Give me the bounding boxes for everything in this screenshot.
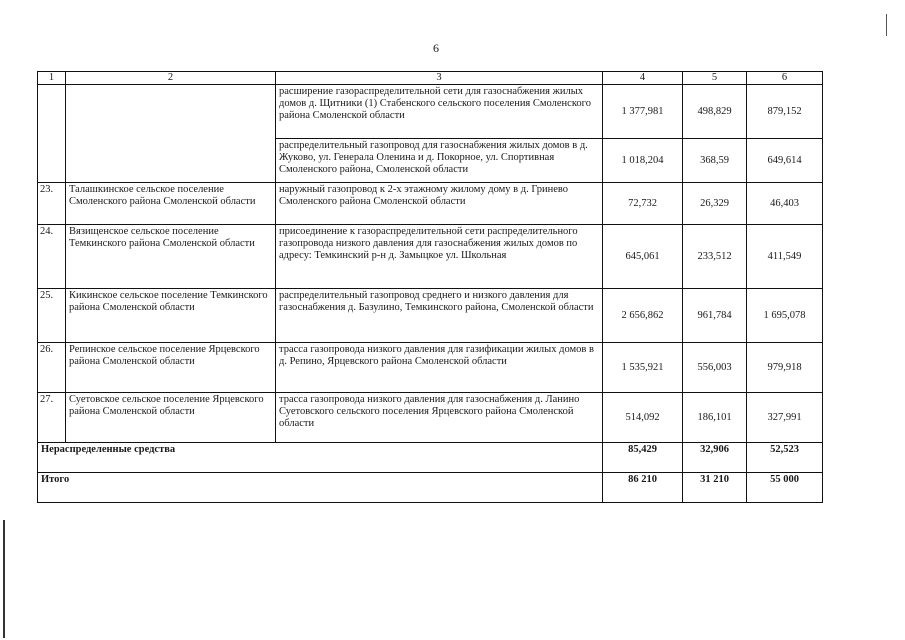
header-cell: 4	[603, 72, 683, 85]
settlement-cell: Репинское сельское поселение Ярцевского района Смоленской области	[66, 343, 276, 393]
total-row	[38, 473, 823, 503]
value-cell: 1 377,981	[603, 85, 683, 139]
row-number: 26.	[38, 343, 66, 393]
settlement-cell: Кикинское сельское поселение Темкинского района Смоленской области	[66, 289, 276, 343]
table-row	[38, 183, 823, 225]
value-cell: 649,614	[747, 139, 823, 183]
total-label: Итого	[38, 473, 603, 503]
header-row	[38, 72, 823, 85]
table-row	[38, 85, 823, 139]
unallocated-label: Нераспределенные средства	[38, 443, 603, 473]
row-number: 24.	[38, 225, 66, 289]
value-cell: 72,732	[603, 183, 683, 225]
row-number: 27.	[38, 393, 66, 443]
table-row	[38, 289, 823, 343]
value-cell: 1 018,204	[603, 139, 683, 183]
value-cell: 46,403	[747, 183, 823, 225]
settlement-cell: Суетовское сельское поселение Ярцевского района Смоленской области	[66, 393, 276, 443]
header-cell: 1	[38, 72, 66, 85]
value-cell: 514,092	[603, 393, 683, 443]
settlement-cell: Талашкинское сельское поселение Смоленского района Смоленской области	[66, 183, 276, 225]
settlement-cell: Вязищенское сельское поселение Темкинского района Смоленской области	[66, 225, 276, 289]
object-cell: распределительный газопровод среднего и низкого давления для газоснабжения д. Базулино, Темкинского района, Смоленской области	[276, 289, 603, 343]
value-cell: 86 210	[603, 473, 683, 503]
value-cell: 498,829	[683, 85, 747, 139]
header-cell: 6	[747, 72, 823, 85]
row-number: 23.	[38, 183, 66, 225]
object-cell: распределительный газопровод для газоснабжения жилых домов в д. Жуково, ул. Генерала Оленина и д. Покорное, ул. Спортивная Смоленского района, Смоленской области	[276, 139, 603, 183]
object-cell: присоединение к газораспределительной сети распределительного газопровода низкого давления для газоснабжения жилых домов по адресу: Темкинский р-н д. Замыцкое ул. Школьная	[276, 225, 603, 289]
value-cell: 233,512	[683, 225, 747, 289]
value-cell: 186,101	[683, 393, 747, 443]
value-cell: 52,523	[747, 443, 823, 473]
value-cell: 1 695,078	[747, 289, 823, 343]
value-cell: 961,784	[683, 289, 747, 343]
header-cell: 5	[683, 72, 747, 85]
row-number	[38, 85, 66, 183]
object-cell: расширение газораспределительной сети для газоснабжения жилых домов д. Щитники (1) Стабенского сельского поселения Смоленского района Смоленской области	[276, 85, 603, 139]
row-number: 25.	[38, 289, 66, 343]
value-cell: 32,906	[683, 443, 747, 473]
value-cell: 26,329	[683, 183, 747, 225]
value-cell: 645,061	[603, 225, 683, 289]
value-cell: 55 000	[747, 473, 823, 503]
value-cell: 31 210	[683, 473, 747, 503]
table-row	[38, 343, 823, 393]
object-cell: наружный газопровод к 2-х этажному жилому дому в д. Гринево Смоленского района Смоленской области	[276, 183, 603, 225]
value-cell: 327,991	[747, 393, 823, 443]
scan-edge-mark	[886, 14, 887, 36]
scan-edge-mark	[3, 520, 5, 638]
value-cell: 368,59	[683, 139, 747, 183]
value-cell: 556,003	[683, 343, 747, 393]
value-cell: 1 535,921	[603, 343, 683, 393]
table-row	[38, 225, 823, 289]
header-cell: 2	[66, 72, 276, 85]
unallocated-row	[38, 443, 823, 473]
gasification-table	[37, 71, 823, 503]
settlement-cell	[66, 85, 276, 183]
value-cell: 411,549	[747, 225, 823, 289]
header-cell: 3	[276, 72, 603, 85]
page-number: 6	[433, 41, 439, 55]
value-cell: 2 656,862	[603, 289, 683, 343]
object-cell: трасса газопровода низкого давления для газификации жилых домов в д. Репино, Ярцевского района Смоленской области	[276, 343, 603, 393]
value-cell: 85,429	[603, 443, 683, 473]
value-cell: 879,152	[747, 85, 823, 139]
object-cell: трасса газопровода низкого давления для газоснабжения д. Ланино Суетовского сельского поселения Ярцевского района Смоленской области	[276, 393, 603, 443]
table-row	[38, 393, 823, 443]
value-cell: 979,918	[747, 343, 823, 393]
